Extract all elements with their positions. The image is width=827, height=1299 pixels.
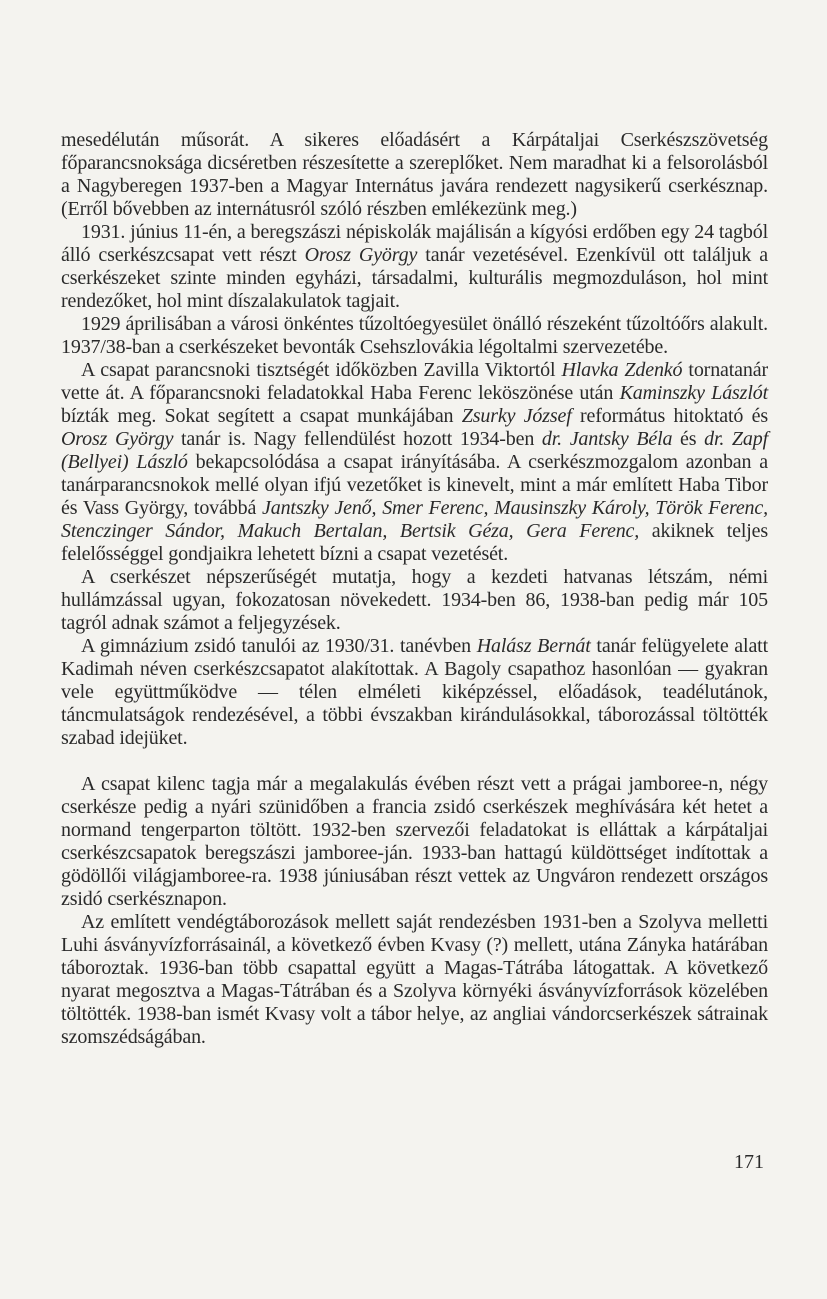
text-run: bízták meg. Sokat segített a csapat munkájában xyxy=(61,405,462,427)
paragraph-5 xyxy=(61,566,768,635)
text-run: A gimnázium zsidó tanulói az 1930/31. tanévben xyxy=(81,635,477,657)
italic-name: Orosz György xyxy=(61,428,174,450)
paragraph-7 xyxy=(61,773,768,911)
text-run: bekapcsolódása a csapat irányításába. A cserkészmozgalom azonban a tanárparancsnokok mellé olyan ifjú vezetőket is kinevelt, mint a már említett Haba Tibor és Vass György, továbbá xyxy=(61,451,768,519)
italic-name: dr. Jantsky Béla xyxy=(541,428,673,450)
text-run: és xyxy=(672,428,705,450)
text-run: tanár is. Nagy fellendülést hozott 1934-ben xyxy=(173,428,542,450)
page-number: 171 xyxy=(734,1151,764,1173)
page-body xyxy=(61,129,768,1049)
text-run: 1931. június 11-én, a beregszászi népiskolák majálisán a kígyósi erdőben egy 24 tagból álló cserkészcsapat vett részt xyxy=(61,221,768,266)
italic-name: Zsurky József xyxy=(461,405,572,427)
text-run: A csapat parancsnoki tisztségét időközben Zavilla Viktortól xyxy=(81,359,562,381)
paragraph-8 xyxy=(61,911,768,1049)
paragraph-2 xyxy=(61,221,768,313)
text-run: Az említett vendégtáborozások mellett saját rendezésben 1931-ben a Szolyva melletti Luhi ásványvízforrásainál, a következő évben Kvasy (?) mellett, utána Zányka határában táboroztak. 1936-ban több csapattal együtt a Magas-Tátrába látogattak. A következő nyarat megosztva a Magas-Tátrában és a Szolyva környéki ásványvízforrások közelében töltötték. 1938-ban ismét Kvasy volt a tábor helye, az angliai vándorcserkészek sátrainak szomszédságában. xyxy=(61,911,768,1048)
italic-name: Jantszky Jenő, Smer Ferenc, Mausinszky Károly, Török Ferenc, Stenczinger Sándor, Makuch Bertalan, Bertsik Géza, Gera Ferenc, xyxy=(61,497,768,542)
text-run: református hitoktató és xyxy=(571,405,768,427)
paragraph-1 xyxy=(61,129,768,221)
text-run: tornatanár vette át. A főparancsnoki feladatokkal Haba Ferenc leköszönése után xyxy=(61,359,768,404)
italic-name: Hlavka Zdenkó xyxy=(561,359,683,381)
italic-name: dr. Zapf (Bellyei) László xyxy=(61,428,768,473)
text-run: A csapat kilenc tagja már a megalakulás évében részt vett a prágai jamboree-n, négy cserkésze pedig a nyári szünidőben a francia zsidó cserkészek meghívására két hetet a normand tengerparton töltött. 1932-ben szervezői feladatokat is elláttak a kárpátaljai cserkészcsapatok beregszászi jamboree-ján. 1933-ban hattagú küldöttséget indítottak a gödöllői világjamboree-ra. 1938 júniusában részt vettek az Ungváron rendezett országos zsidó cserkésznapon. xyxy=(61,773,768,910)
text-run: akiknek teljes felelősséggel gondjaikra lehetett bízni a csapat vezetését. xyxy=(61,520,768,565)
text-run: A cserkészet népszerűségét mutatja, hogy a kezdeti hatvanas létszám, némi hullámzással ugyan, fokozatosan növekedett. 1934-ben 86, 1938-ban pedig már 105 tagról adnak számot a feljegyzések. xyxy=(61,566,768,634)
text-run: mesedélután műsorát. A sikeres előadásért a Kárpátaljai Cserkészszövetség főparancsnoksága dicséretben részesítette a szereplőket. Nem maradhat ki a felsorolásból a Nagyberegen 1937-ben a Magyar Internátus javára rendezett nagysikerű cserkésznap. (Erről bővebben az internátusról szóló részben emlékezünk meg.) xyxy=(61,129,768,220)
italic-name: Halász Bernát xyxy=(476,635,591,657)
italic-name: Kaminszky Lászlót xyxy=(619,382,768,404)
italic-name: Orosz György xyxy=(304,244,418,266)
text-run: tanár felügyelete alatt Kadimah néven cserkészcsapatot alakítottak. A Bagoly csapathoz hasonlóan — gyakran vele együttműködve — télen elméleti kiképzéssel, előadások, teadélutánok, táncmulatságok rendezésével, a többi évszakban kirándulásokkal, táborozással töltötték szabad idejüket. xyxy=(61,635,768,749)
paragraph-3 xyxy=(61,313,768,359)
paragraph-4 xyxy=(61,359,768,566)
text-run: 1929 áprilisában a városi önkéntes tűzoltóegyesület önálló részeként tűzoltóőrs alakult. 1937/38-ban a cserkészeket bevonták Csehszlovákia légoltalmi szervezetébe. xyxy=(61,313,768,358)
paragraph-6 xyxy=(61,635,768,750)
text-run: tanár vezetésével. Ezenkívül ott találjuk a cserkészeket szinte minden egyházi, társadalmi, kulturális megmozduláson, hol mint rendezőket, hol mint díszalakulatok tagjait. xyxy=(61,244,768,312)
